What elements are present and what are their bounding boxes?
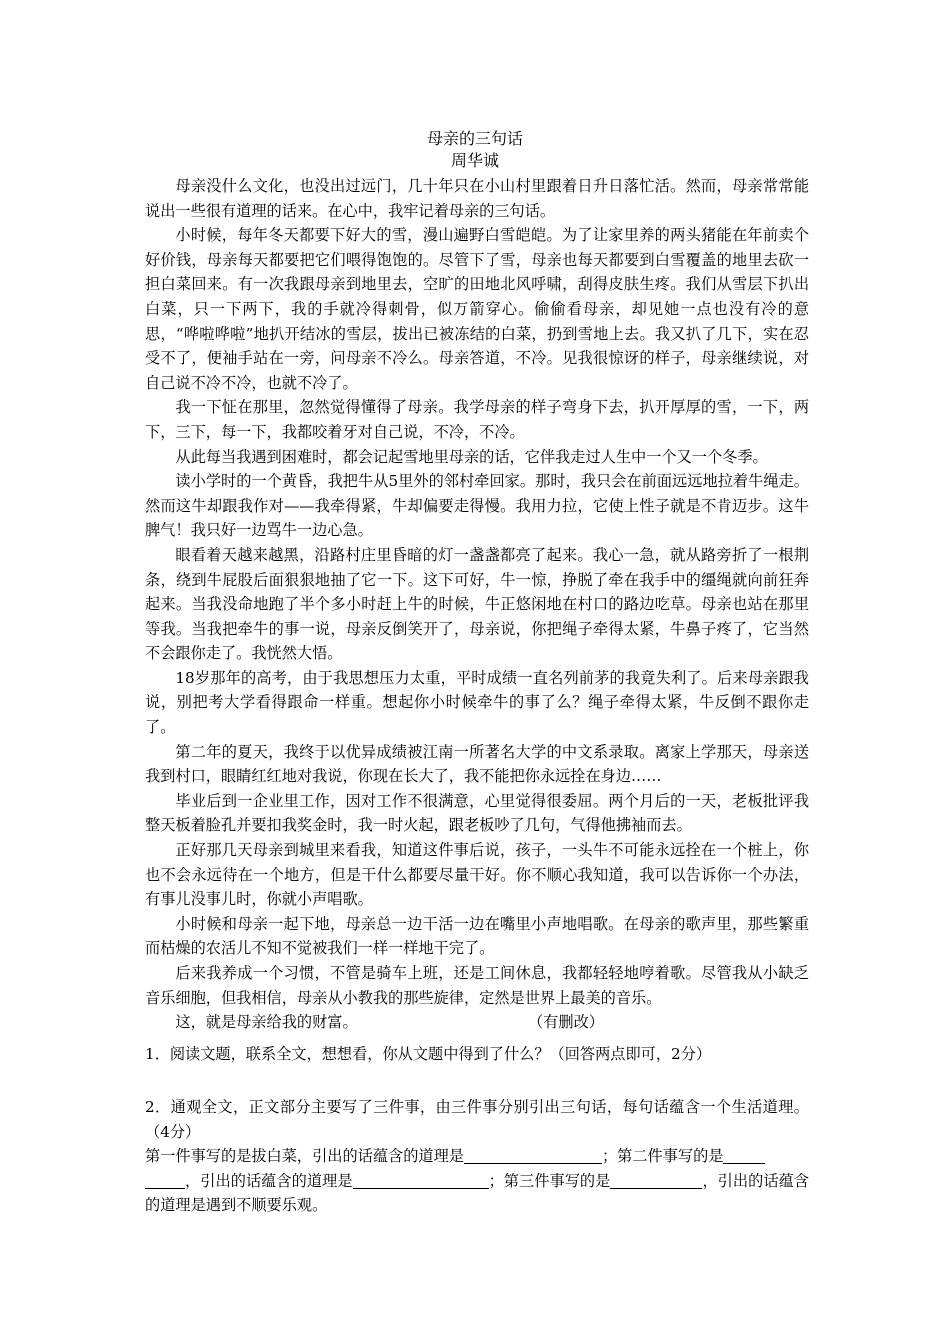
fill-text-5: ，引出的话蕴含的道理是遇到不顺要乐观。 bbox=[145, 1171, 810, 1215]
question-1-text: 1．阅读文题，联系全文，想想看，你从文题中得到了什么？（回答两点即可，2分） bbox=[145, 1045, 712, 1063]
paragraph: 眼看着天越来越黑，沿路村庄里昏暗的灯一盏盏都亮了起来。我心一急，就从路旁折了一根荆条，绕到牛屁股后面狠狠地抽了它一下。这下可好，牛一惊，挣脱了牵在我手中的缰绳就向前狂奔起来。当我没命地跑了半个多小时赶上牛的时候，牛正悠闲地在村口的路边吃草。母亲也站在那里等我。当我把牵牛的事一说，母亲反倒笑开了，母亲说，你把绳子牵得太紧，牛鼻子疼了，它当然不会跟你走了。我恍然大悟。 bbox=[145, 545, 809, 663]
closing-line bbox=[145, 1010, 809, 1035]
paragraph: 后来我养成一个习惯，不管是骑车上班，还是工间休息，我都轻轻地哼着歌。尽管我从小缺乏音乐细胞，但我相信，母亲从小教我的那些旋律，定然是世界上最美的音乐。 bbox=[145, 964, 809, 1007]
question-1 bbox=[145, 1042, 809, 1067]
paragraph: 母亲没什么文化，也没出过远门，几十年只在小山村里跟着日升日落忙活。然而，母亲常常能说出一些很有道理的话来。在心中，我牢记着母亲的三句话。 bbox=[145, 177, 809, 220]
article-author: 周华诚 bbox=[450, 151, 499, 170]
closing-text: 这，就是母亲给我的财富。 bbox=[175, 1013, 358, 1032]
paragraph: 正好那几天母亲到城里来看我，知道这件事后说，孩子，一头牛不可能永远拴在一个桩上，你也不会永远待在一个地方，但是干什么都要尽量干好。你不顺心我知道，我可以告诉你一个办法，有事儿没事儿时，你就小声唱歌。 bbox=[145, 841, 809, 909]
question-2-stem: 2．通观全文，正文部分主要写了三件事，由三件事分别引出三句话，每句话蕴含一个生活道理。（4分） bbox=[145, 1098, 809, 1141]
article-body bbox=[145, 174, 809, 1035]
paragraph: 小时候和母亲一起下地，母亲总一边干活一边在嘴里小声地唱歌。在母亲的歌声里，那些繁重而枯燥的农活儿不知不觉被我们一样一样地干完了。 bbox=[145, 914, 809, 958]
fill-text-3: ，引出的话蕴含的道理是 bbox=[185, 1171, 353, 1190]
answer-blank-2b[interactable] bbox=[145, 1172, 185, 1189]
paragraph: 读小学时的一个黄昏，我把牛从5里外的邻村牵回家。那时，我只会在前面远远地拉着牛绳走。然而这牛却跟我作对——我牵得紧，牛却偏要走得慢。我用力拉，它使上性子就是不肯迈步。这牛脾气！我只好一边骂牛一边心急。 bbox=[145, 472, 809, 540]
edit-note: （有删改） bbox=[528, 1013, 604, 1032]
paragraph: 小时候，每年冬天都要下好大的雪，漫山遍野白雪皑皑。为了让家里养的两头猪能在年前卖个好价钱，母亲每天都要把它们喂得饱饱的。尽管下了雪，母亲也每天都要到白雪覆盖的地里去砍一担白菜回来。有一次我跟母亲到地里去，空旷的田地北风呼啸，刮得皮肤生疼。我们从雪层下扒出白菜，只一下两下，我的手就冷得刺骨，似万箭穿心。偷偷看母亲，却见她一点也没有冷的意思，“哗啦哗啦”地扒开结冰的雪层，拔出已被冻结的白菜，扔到雪地上去。我又扒了几下，实在忍受不了，便袖手站在一旁，问母亲不冷么。母亲答道，不冷。见我很惊讶的样子，母亲继续说，对自己说不冷不冷，也就不冷了。 bbox=[145, 226, 809, 392]
answer-blank-2a[interactable] bbox=[723, 1147, 765, 1164]
answer-blank-3[interactable] bbox=[353, 1172, 489, 1189]
question-2 bbox=[145, 1095, 809, 1218]
answer-blank-4[interactable] bbox=[610, 1172, 702, 1189]
article-title: 母亲的三句话 bbox=[426, 129, 523, 148]
paragraph: 毕业后到一企业里工作，因对工作不很满意，心里觉得很委屈。两个月后的一天，老板批评我整天板着脸孔并要扣我奖金时，我一时火起，跟老板吵了几句，气得他拂袖而去。 bbox=[145, 791, 809, 835]
paragraph: 第二年的夏天，我终于以优异成绩被江南一所著名大学的中文系录取。离家上学那天，母亲送我到村口，眼睛红红地对我说，你现在长大了，我不能把你永远拴在身边…… bbox=[145, 742, 809, 786]
answer-blank-1[interactable] bbox=[464, 1147, 602, 1164]
paragraph: 18岁那年的高考，由于我思想压力太重，平时成绩一直名列前茅的我竟失利了。后来母亲跟我说，别把考大学看得跟命一样重。想起你小时候牵牛的事了么？绳子牵得太紧，牛反倒不跟你走了。 bbox=[145, 668, 809, 737]
question-2-fill bbox=[145, 1144, 809, 1218]
paragraph: 我一下怔在那里，忽然觉得懂得了母亲。我学母亲的样子弯身下去，扒开厚厚的雪，一下，两下，三下，每一下，我都咬着牙对自己说，不冷，不冷。 bbox=[145, 398, 809, 441]
fill-text-2: ；第二件事写的是 bbox=[601, 1147, 724, 1166]
paragraph: 从此每当我遇到困难时，都会记起雪地里母亲的话，它伴我走过人生中一个又一个冬季。 bbox=[175, 447, 768, 466]
fill-text-4: ；第三件事写的是 bbox=[488, 1171, 611, 1190]
fill-text-1: 第一件事写的是拔白菜，引出的话蕴含的道理是 bbox=[145, 1147, 464, 1166]
